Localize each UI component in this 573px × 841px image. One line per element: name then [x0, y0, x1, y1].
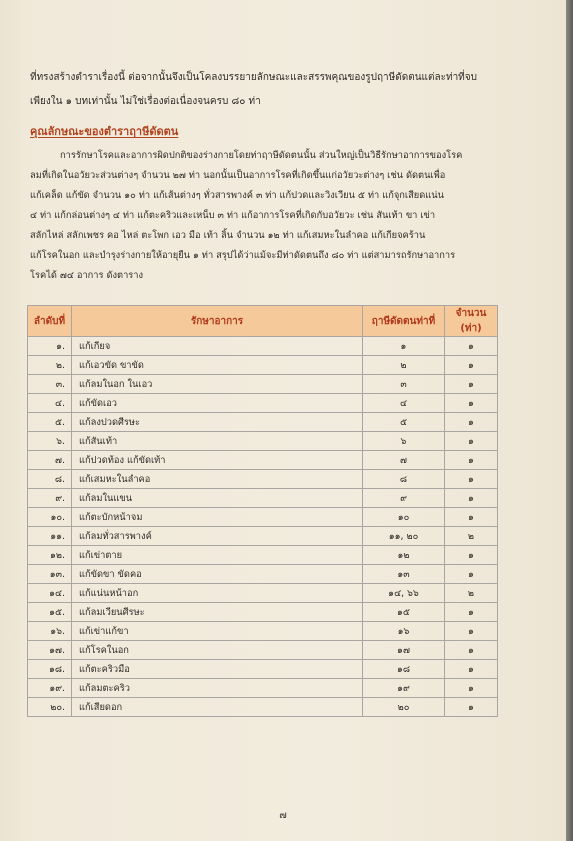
- row-order: ๖.: [28, 432, 72, 451]
- row-pose: ๑๖: [363, 622, 445, 641]
- row-pose: ๑๙: [363, 679, 445, 698]
- row-order: ๒.: [28, 356, 72, 375]
- row-count: ๑: [445, 356, 498, 375]
- row-count: ๑: [445, 660, 498, 679]
- row-count: ๑: [445, 622, 498, 641]
- page-number: ๗: [279, 810, 287, 821]
- body-line: ลมที่เกิดในอวัยวะส่วนต่างๆ จำนวน ๒๗ ท่า นอกนั้นเป็นอาการโรคที่เกิดขึ้นแก่อวัยวะต่างๆ เช่น ดัดตนเพื่อ: [30, 170, 446, 181]
- row-symptom: แก้ขัดเอว: [72, 394, 363, 413]
- row-order: ๑๕.: [28, 603, 72, 622]
- row-pose: ๑๘: [363, 660, 445, 679]
- table-row: [28, 546, 498, 565]
- row-pose: ๒๐: [363, 698, 445, 717]
- table-row: [28, 337, 498, 356]
- table-row: [28, 356, 498, 375]
- row-pose: ๑๒: [363, 546, 445, 565]
- row-pose: ๑๗: [363, 641, 445, 660]
- row-pose: ๘: [363, 470, 445, 489]
- row-count: ๑: [445, 375, 498, 394]
- header-count: จำนวน (ท่า): [445, 306, 498, 337]
- row-count: ๒: [445, 584, 498, 603]
- row-symptom: แก้เข่าตาย: [72, 546, 363, 565]
- row-pose: ๙: [363, 489, 445, 508]
- row-count: ๑: [445, 565, 498, 584]
- row-pose: ๑๐: [363, 508, 445, 527]
- row-count: ๑: [445, 679, 498, 698]
- row-symptom: แก้ขัดขา ขัดคอ: [72, 565, 363, 584]
- table-header-row: [28, 306, 498, 337]
- row-pose: ๕: [363, 413, 445, 432]
- body-line: การรักษาโรคและอาการผิดปกติของร่างกายโดยท่าฤาษีดัดตนนั้น ส่วนใหญ่เป็นวิธีรักษาอาการของโรค: [60, 150, 463, 161]
- row-symptom: แก้โรคในอก: [72, 641, 363, 660]
- row-order: ๒๐.: [28, 698, 72, 717]
- row-count: ๑: [445, 698, 498, 717]
- row-pose: ๗: [363, 451, 445, 470]
- row-count: ๑: [445, 470, 498, 489]
- book-edge: [566, 0, 573, 841]
- table-row: [28, 451, 498, 470]
- row-count: ๒: [445, 527, 498, 546]
- header-pose: ฤาษีดัดตนท่าที่: [363, 306, 445, 337]
- row-symptom: แก้ลมทั่วสารพางค์: [72, 527, 363, 546]
- body-line: โรคได้ ๗๔ อาการ ดังตาราง: [30, 270, 144, 281]
- table-row: [28, 565, 498, 584]
- row-order: ๑๓.: [28, 565, 72, 584]
- body-line: ๔ ท่า แก้กล่อนต่างๆ ๔ ท่า แก้ตะคริวและเหน็บ ๓ ท่า แก้อาการโรคที่เกิดกับอวัยวะ เช่น สันเท้า ขา เข่า: [30, 210, 436, 221]
- table-row: [28, 508, 498, 527]
- table-row: [28, 622, 498, 641]
- row-pose: ๔: [363, 394, 445, 413]
- header-order: ลำดับที่: [28, 306, 72, 337]
- row-order: ๑๙.: [28, 679, 72, 698]
- table-row: [28, 584, 498, 603]
- row-order: ๔.: [28, 394, 72, 413]
- row-order: ๙.: [28, 489, 72, 508]
- row-count: ๑: [445, 413, 498, 432]
- row-symptom: แก้สันเท้า: [72, 432, 363, 451]
- row-order: ๑๗.: [28, 641, 72, 660]
- row-order: ๓.: [28, 375, 72, 394]
- row-order: ๑๔.: [28, 584, 72, 603]
- row-symptom: แก้เกียจ: [72, 337, 363, 356]
- table-row: [28, 432, 498, 451]
- table-row: [28, 470, 498, 489]
- table-row: [28, 660, 498, 679]
- intro-paragraph: [30, 66, 510, 114]
- intro-line: เพียงใน ๑ บทเท่านั้น ไม่ใช่เรื่องต่อเนื่องจนครบ ๘๐ ท่า: [30, 96, 261, 107]
- row-symptom: แก้ปวดท้อง แก้ขัดเท้า: [72, 451, 363, 470]
- row-order: ๑.: [28, 337, 72, 356]
- table-row: [28, 489, 498, 508]
- row-order: ๑๐.: [28, 508, 72, 527]
- table-row: [28, 527, 498, 546]
- body-line: แก้โรคในอก และบำรุงร่างกายให้อายุยืน ๑ ท่า สรุปได้ว่าแม้จะมีท่าดัดตนถึง ๘๐ ท่า แต่สามารถรักษาอาการ: [30, 250, 456, 261]
- table-row: [28, 394, 498, 413]
- row-symptom: แก้เข่าแก้ขา: [72, 622, 363, 641]
- row-symptom: แก้เสมหะในลำคอ: [72, 470, 363, 489]
- row-symptom: แก้เอวขัด ขาขัด: [72, 356, 363, 375]
- intro-line: ที่ทรงสร้างตำราเรื่องนี้ ต่อจากนั้นจึงเป็นโคลงบรรยายลักษณะและสรรพคุณของรูปฤาษีดัดตนแต่ละท่าที่จบ: [30, 72, 477, 83]
- row-count: ๑: [445, 546, 498, 565]
- row-pose: ๑๕: [363, 603, 445, 622]
- row-pose: ๑๑, ๒๐: [363, 527, 445, 546]
- table-row: [28, 603, 498, 622]
- body-line: สลักไหล่ สลักเพชร คอ ไหล่ ตะโพก เอว มือ เท้า ลิ้น จำนวน ๑๒ ท่า แก้เสมหะในลำคอ แก้เกียจคร้าน: [30, 230, 426, 241]
- body-line: แก้เคล็ด แก้ขัด จำนวน ๑๐ ท่า แก้เส้นต่างๆ ทั่วสารพางค์ ๓ ท่า แก้ปวดและวิงเวียน ๕ ท่า แก้จุกเสียดแน่น: [30, 190, 444, 201]
- row-count: ๑: [445, 508, 498, 527]
- row-symptom: แก้ตะคริวมือ: [72, 660, 363, 679]
- treatment-table: [27, 305, 498, 717]
- row-order: ๕.: [28, 413, 72, 432]
- row-order: ๘.: [28, 470, 72, 489]
- table-row: [28, 679, 498, 698]
- row-count: ๑: [445, 603, 498, 622]
- body-paragraph: [30, 146, 508, 286]
- row-symptom: แก้ลงปวดศีรษะ: [72, 413, 363, 432]
- row-count: ๑: [445, 394, 498, 413]
- header-symptom: รักษาอาการ: [72, 306, 363, 337]
- row-pose: ๒: [363, 356, 445, 375]
- row-count: ๑: [445, 432, 498, 451]
- row-order: ๗.: [28, 451, 72, 470]
- table-row: [28, 413, 498, 432]
- row-count: ๑: [445, 489, 498, 508]
- row-symptom: แก้เสียดอก: [72, 698, 363, 717]
- row-symptom: แก้ลมตะคริว: [72, 679, 363, 698]
- row-pose: ๑: [363, 337, 445, 356]
- table-row: [28, 641, 498, 660]
- row-symptom: แก้ลมในอก ในเอว: [72, 375, 363, 394]
- table-row: [28, 698, 498, 717]
- row-symptom: แก้แน่นหน้าอก: [72, 584, 363, 603]
- table-body: [28, 337, 498, 717]
- row-order: ๑๖.: [28, 622, 72, 641]
- row-order: ๑๒.: [28, 546, 72, 565]
- row-pose: ๑๓: [363, 565, 445, 584]
- row-pose: ๑๔, ๖๖: [363, 584, 445, 603]
- row-symptom: แก้ลมเวียนศีรษะ: [72, 603, 363, 622]
- row-count: ๑: [445, 337, 498, 356]
- row-count: ๑: [445, 451, 498, 470]
- row-symptom: แก้ลมในแขน: [72, 489, 363, 508]
- table-row: [28, 375, 498, 394]
- row-count: ๑: [445, 641, 498, 660]
- row-symptom: แก้ตะบักหน้าจม: [72, 508, 363, 527]
- row-order: ๑๑.: [28, 527, 72, 546]
- row-order: ๑๘.: [28, 660, 72, 679]
- section-heading: คุณลักษณะของตำราฤาษีดัดตน: [30, 125, 179, 138]
- row-pose: ๓: [363, 375, 445, 394]
- row-pose: ๖: [363, 432, 445, 451]
